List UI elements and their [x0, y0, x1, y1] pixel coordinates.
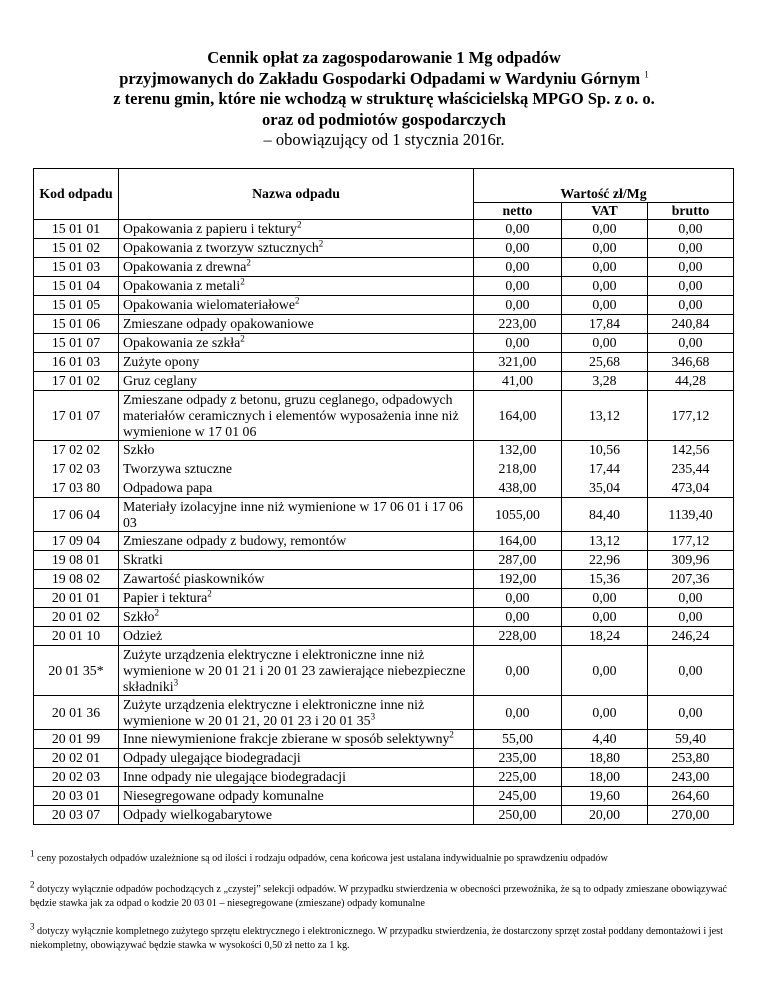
header-name: Nazwa odpadu [119, 169, 474, 220]
table-cell-brutto: 0,00 [648, 220, 734, 239]
table-cell-vat: 0,00 [562, 277, 648, 296]
table-row [34, 220, 734, 239]
table-cell-vat: 0,00 [562, 646, 648, 696]
table-cell-brutto: 0,00 [648, 646, 734, 696]
waste-name-text: Opakowania z papieru i tektury [123, 221, 297, 236]
table-cell-vat: 13,12 [562, 391, 648, 441]
table-row [34, 627, 734, 646]
table-cell-code: 17 01 02 [34, 372, 119, 391]
table-cell-name [119, 498, 474, 532]
table-cell-name [119, 441, 474, 460]
footnote-1-mark: 1 [30, 848, 35, 859]
table-row [34, 806, 734, 825]
footnote-ref: 2 [449, 729, 454, 740]
table-cell-brutto: 243,00 [648, 768, 734, 787]
waste-name-text: Zużyte urządzenia elektryczne i elektroniczne inne niż wymienione w 20 01 21, 20 01 23 i 20 01 35 [123, 696, 425, 728]
table-cell-netto: 250,00 [474, 806, 562, 825]
table-cell-name [119, 646, 474, 696]
table-cell-name [119, 806, 474, 825]
table-cell-netto: 0,00 [474, 696, 562, 730]
table-cell-code: 17 02 03 [34, 460, 119, 479]
table-cell-netto: 287,00 [474, 551, 562, 570]
table-cell-netto: 235,00 [474, 749, 562, 768]
footnote-3 [30, 921, 735, 953]
footnote-ref: 2 [154, 607, 159, 618]
table-cell-name [119, 570, 474, 589]
table-cell-brutto: 253,80 [648, 749, 734, 768]
table-cell-name [119, 696, 474, 730]
footnote-ref: 2 [295, 295, 300, 306]
table-cell-brutto: 246,24 [648, 627, 734, 646]
table-cell-brutto: 473,04 [648, 479, 734, 498]
table-cell-name [119, 479, 474, 498]
footnote-2-mark: 2 [30, 879, 35, 890]
table-cell-brutto: 309,96 [648, 551, 734, 570]
table-cell-brutto: 1139,40 [648, 498, 734, 532]
table-row [34, 696, 734, 730]
table-cell-name [119, 296, 474, 315]
table-cell-vat: 0,00 [562, 258, 648, 277]
table-row [34, 277, 734, 296]
waste-name-text: Opakowania ze szkła [123, 335, 241, 350]
footnote-ref: 2 [318, 238, 324, 249]
table-cell-vat: 22,96 [562, 551, 648, 570]
footnote-ref: 2 [296, 219, 302, 230]
table-cell-netto: 223,00 [474, 315, 562, 334]
table-row [34, 787, 734, 806]
table-cell-netto: 245,00 [474, 787, 562, 806]
table-cell-netto: 1055,00 [474, 498, 562, 532]
table-cell-code: 15 01 07 [34, 334, 119, 353]
waste-name-text: Opakowania z tworzyw sztucznych [123, 240, 319, 255]
waste-name-text: Opakowania wielomateriałowe [123, 297, 296, 312]
footnote-ref: 2 [246, 257, 251, 268]
footnote-3-text: dotyczy wyłącznie kompletnego zużytego sprzętu elektrycznego i elektronicznego. W przypadku stwierdzenia, że dostarczony sprzęt został poddany demontażowi i jest niekompletny, obowiązywać będzie stawka w wysokości 0,50 zł netto za 1 kg. [30, 926, 723, 951]
table-cell-vat: 10,56 [562, 441, 648, 460]
header-brutto: brutto [648, 203, 734, 220]
table-cell-netto: 164,00 [474, 532, 562, 551]
table-cell-brutto: 59,40 [648, 730, 734, 749]
footnote-ref: 3 [370, 710, 376, 721]
price-table-body [34, 220, 734, 825]
waste-name-text: Materiały izolacyjne inne niż wymienione w 17 06 01 i 17 06 03 [123, 498, 463, 530]
table-cell-name [119, 239, 474, 258]
table-cell-code: 15 01 01 [34, 220, 119, 239]
table-cell-name [119, 372, 474, 391]
table-cell-name [119, 258, 474, 277]
table-cell-netto: 438,00 [474, 479, 562, 498]
waste-name-text: Inne odpady nie ulegające biodegradacji [123, 769, 346, 784]
waste-name-text: Zmieszane odpady z betonu, gruzu ceglanego, odpadowych materiałów ceramicznych i elementów wyposażenia inne niż wymienione w 17 01 06 [123, 391, 459, 439]
table-row [34, 532, 734, 551]
table-cell-code: 17 03 80 [34, 479, 119, 498]
table-cell-netto: 0,00 [474, 296, 562, 315]
table-cell-netto: 218,00 [474, 460, 562, 479]
document-title [0, 48, 768, 151]
table-row [34, 608, 734, 627]
table-cell-name [119, 749, 474, 768]
table-cell-name [119, 391, 474, 441]
table-cell-code: 20 01 02 [34, 608, 119, 627]
footnote-ref: 2 [240, 333, 245, 344]
table-cell-brutto: 177,12 [648, 391, 734, 441]
table-cell-name [119, 787, 474, 806]
table-cell-vat: 0,00 [562, 334, 648, 353]
table-row [34, 479, 734, 498]
table-cell-brutto: 0,00 [648, 696, 734, 730]
table-cell-vat: 0,00 [562, 296, 648, 315]
title-line-3: z terenu gmin, które nie wchodzą w strukturę właścicielską MPGO Sp. z o. o. [113, 89, 655, 108]
table-cell-brutto: 44,28 [648, 372, 734, 391]
table-cell-code: 17 02 02 [34, 441, 119, 460]
table-cell-vat: 15,36 [562, 570, 648, 589]
table-cell-brutto: 0,00 [648, 239, 734, 258]
table-cell-vat: 13,12 [562, 532, 648, 551]
table-cell-netto: 0,00 [474, 258, 562, 277]
title-footnote-mark: 1 [644, 69, 649, 79]
table-cell-code: 20 01 99 [34, 730, 119, 749]
header-vat: VAT [562, 203, 648, 220]
waste-name-text: Papier i tektura [123, 590, 208, 605]
table-cell-brutto: 0,00 [648, 277, 734, 296]
waste-name-text: Tworzywa sztuczne [123, 461, 232, 476]
footnote-3-mark: 3 [30, 921, 35, 932]
waste-name-text: Zużyte urządzenia elektryczne i elektroniczne inne niż wymienione w 20 01 21 i 20 01 23 zawierające niebezpieczne składniki [123, 646, 466, 694]
table-cell-code: 19 08 01 [34, 551, 119, 570]
table-cell-code: 17 06 04 [34, 498, 119, 532]
header-netto: netto [474, 203, 562, 220]
table-cell-brutto: 0,00 [648, 608, 734, 627]
table-cell-code: 20 03 07 [34, 806, 119, 825]
table-cell-netto: 132,00 [474, 441, 562, 460]
table-cell-vat: 4,40 [562, 730, 648, 749]
table-cell-name [119, 277, 474, 296]
footnote-2 [30, 879, 735, 911]
table-cell-name [119, 730, 474, 749]
title-line-2-text: przyjmowanych do Zakładu Gospodarki Odpadami w Wardyniu Górnym [119, 68, 641, 88]
header-value-group: Wartość zł/Mg [474, 169, 734, 203]
waste-name-text: Niesegregowane odpady komunalne [123, 788, 324, 803]
table-row [34, 258, 734, 277]
table-cell-netto: 228,00 [474, 627, 562, 646]
table-cell-code: 20 01 36 [34, 696, 119, 730]
table-cell-code: 15 01 05 [34, 296, 119, 315]
table-cell-name [119, 608, 474, 627]
title-line-2 [0, 69, 768, 90]
table-cell-name [119, 353, 474, 372]
table-cell-name [119, 532, 474, 551]
table-cell-code: 17 09 04 [34, 532, 119, 551]
table-row [34, 441, 734, 460]
table-cell-vat: 18,80 [562, 749, 648, 768]
table-cell-vat: 0,00 [562, 220, 648, 239]
table-cell-name [119, 551, 474, 570]
table-cell-vat: 18,00 [562, 768, 648, 787]
table-cell-name [119, 334, 474, 353]
waste-name-text: Odpady wielkogabarytowe [123, 807, 273, 822]
table-cell-brutto: 235,44 [648, 460, 734, 479]
table-cell-netto: 225,00 [474, 768, 562, 787]
table-cell-code: 20 02 01 [34, 749, 119, 768]
title-line-5: – obowiązujący od 1 stycznia 2016r. [263, 130, 505, 149]
table-cell-netto: 0,00 [474, 646, 562, 696]
waste-name-text: Odpady ulegające biodegradacji [123, 750, 301, 765]
table-cell-vat: 3,28 [562, 372, 648, 391]
table-row [34, 749, 734, 768]
waste-name-text: Odzież [123, 628, 163, 643]
waste-name-text: Zużyte opony [123, 354, 200, 369]
table-cell-vat: 20,00 [562, 806, 648, 825]
table-cell-vat: 0,00 [562, 608, 648, 627]
table-cell-name [119, 315, 474, 334]
table-cell-netto: 0,00 [474, 220, 562, 239]
header-code: Kod odpadu [34, 169, 119, 220]
table-cell-brutto: 240,84 [648, 315, 734, 334]
table-row [34, 460, 734, 479]
waste-name-text: Opakowania z drewna [123, 259, 247, 274]
table-cell-name [119, 589, 474, 608]
table-cell-netto: 0,00 [474, 589, 562, 608]
table-row [34, 239, 734, 258]
footnote-ref: 2 [207, 588, 212, 599]
table-cell-netto: 192,00 [474, 570, 562, 589]
table-cell-vat: 18,24 [562, 627, 648, 646]
table-cell-code: 15 01 04 [34, 277, 119, 296]
table-cell-vat: 0,00 [562, 239, 648, 258]
waste-name-text: Zmieszane odpady z budowy, remontów [123, 533, 347, 548]
table-cell-netto: 0,00 [474, 608, 562, 627]
table-cell-vat: 35,04 [562, 479, 648, 498]
table-cell-code: 20 02 03 [34, 768, 119, 787]
table-row [34, 372, 734, 391]
waste-name-text: Opakowania z metali [123, 278, 241, 293]
table-row [34, 391, 734, 441]
title-line-1: Cennik opłat za zagospodarowanie 1 Mg odpadów [207, 48, 561, 67]
table-row [34, 296, 734, 315]
table-cell-brutto: 0,00 [648, 258, 734, 277]
footnote-2-text: dotyczy wyłącznie odpadów pochodzących z „czystej” selekcji odpadów. W przypadku stwierdzenia w obecności przewoźnika, że są to odpady zmieszane obowiązywać będzie stawka jak za odpad o kodzie 20 03 01 – niesegregowane (zmieszane) odpady komunalne [30, 884, 728, 909]
table-cell-netto: 0,00 [474, 277, 562, 296]
table-cell-netto: 0,00 [474, 334, 562, 353]
waste-name-text: Zawartość piaskowników [123, 571, 265, 586]
table-row [34, 315, 734, 334]
table-cell-vat: 19,60 [562, 787, 648, 806]
table-cell-netto: 321,00 [474, 353, 562, 372]
table-row [34, 768, 734, 787]
waste-name-text: Szkło [123, 442, 155, 458]
table-cell-code: 20 01 35* [34, 646, 119, 696]
table-cell-brutto: 207,36 [648, 570, 734, 589]
table-row [34, 570, 734, 589]
table-cell-vat: 0,00 [562, 589, 648, 608]
table-cell-brutto: 0,00 [648, 334, 734, 353]
table-cell-code: 20 01 10 [34, 627, 119, 646]
table-cell-code: 16 01 03 [34, 353, 119, 372]
table-cell-code: 19 08 02 [34, 570, 119, 589]
table-cell-code: 20 01 01 [34, 589, 119, 608]
waste-name-text: Zmieszane odpady opakowaniowe [123, 316, 314, 331]
table-cell-code: 20 03 01 [34, 787, 119, 806]
table-cell-brutto: 142,56 [648, 441, 734, 460]
footnote-ref: 2 [240, 276, 245, 287]
table-cell-name [119, 460, 474, 479]
price-table [33, 168, 734, 825]
table-row [34, 730, 734, 749]
table-cell-brutto: 177,12 [648, 532, 734, 551]
table-cell-vat: 25,68 [562, 353, 648, 372]
table-row [34, 334, 734, 353]
table-cell-vat: 17,84 [562, 315, 648, 334]
table-cell-name [119, 768, 474, 787]
table-cell-netto: 55,00 [474, 730, 562, 749]
table-cell-code: 17 01 07 [34, 391, 119, 441]
title-line-4: oraz od podmiotów gospodarczych [262, 109, 506, 129]
table-cell-vat: 17,44 [562, 460, 648, 479]
table-row [34, 646, 734, 696]
footnote-ref: 3 [173, 676, 179, 687]
table-cell-brutto: 0,00 [648, 589, 734, 608]
table-cell-netto: 41,00 [474, 372, 562, 391]
table-row [34, 551, 734, 570]
table-row [34, 353, 734, 372]
table-cell-code: 15 01 06 [34, 315, 119, 334]
table-cell-netto: 164,00 [474, 391, 562, 441]
waste-name-text: Szkło [123, 609, 155, 624]
table-cell-name [119, 627, 474, 646]
table-cell-brutto: 346,68 [648, 353, 734, 372]
table-cell-brutto: 264,60 [648, 787, 734, 806]
table-cell-brutto: 0,00 [648, 296, 734, 315]
table-cell-brutto: 270,00 [648, 806, 734, 825]
table-cell-netto: 0,00 [474, 239, 562, 258]
table-row [34, 589, 734, 608]
table-cell-vat: 84,40 [562, 498, 648, 532]
table-cell-code: 15 01 03 [34, 258, 119, 277]
table-cell-name [119, 220, 474, 239]
footnote-1 [30, 848, 735, 866]
waste-name-text: Skratki [123, 552, 163, 567]
footnote-1-text: ceny pozostałych odpadów uzależnione są od ilości i rodzaju odpadów, cena końcowa jest ustalana indywidualnie po sprawdzeniu odpadów [37, 853, 608, 864]
table-row [34, 498, 734, 532]
waste-name-text: Inne niewymienione frakcje zbierane w sposób selektywny [123, 731, 450, 746]
waste-name-text: Gruz ceglany [123, 373, 197, 388]
table-cell-code: 15 01 02 [34, 239, 119, 258]
table-cell-vat: 0,00 [562, 696, 648, 730]
waste-name-text: Odpadowa papa [123, 479, 213, 495]
